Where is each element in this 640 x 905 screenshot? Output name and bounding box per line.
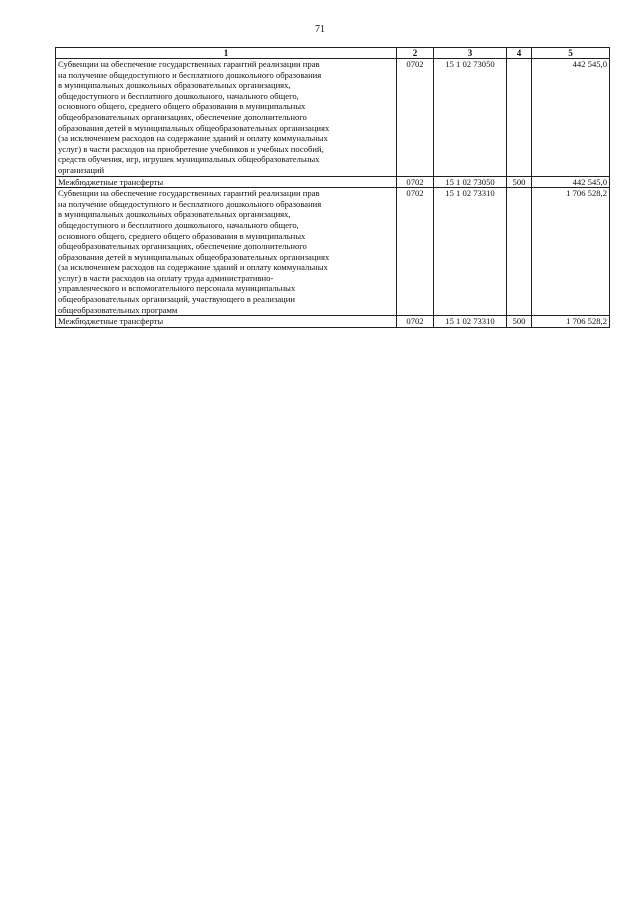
table-header-row — [56, 48, 610, 59]
table-row — [56, 188, 610, 316]
header-col-2: 2 — [397, 48, 434, 59]
row-amount: 442 545,0 — [532, 176, 610, 188]
header-col-5: 5 — [532, 48, 610, 59]
header-col-4: 4 — [507, 48, 532, 59]
row-section: 0702 — [397, 59, 434, 177]
header-col-1: 1 — [56, 48, 397, 59]
row-amount: 1 706 528,2 — [532, 316, 610, 328]
row-target-code: 15 1 02 73050 — [434, 176, 507, 188]
row-expense-type — [507, 188, 532, 316]
row-expense-type: 500 — [507, 316, 532, 328]
table-row — [56, 59, 610, 177]
row-section: 0702 — [397, 176, 434, 188]
budget-table — [55, 47, 610, 328]
row-target-code: 15 1 02 73050 — [434, 59, 507, 177]
row-section: 0702 — [397, 316, 434, 328]
row-description: Субвенции на обеспечение государственных гарантий реализации прав на получение общедоступного и бесплатного дошкольного образования в муниципальных дошкольных образовательных организациях, общедоступного и бесплатного дошкольного, начального общего, основного общего, среднего общего образования в муниципальных общеобразовательных организациях, обеспечение дополнительного образования детей в муниципальных общеобразовательных организациях (за исключением расходов на содержание зданий и оплату коммунальных услуг) в части расходов на приобретение учебников и учебных пособий, средств обучения, игр, игрушек муниципальных общеобразовательных организаций — [56, 59, 397, 177]
row-description: Субвенции на обеспечение государственных гарантий реализации прав на получение общедоступного и бесплатного дошкольного образования в муниципальных дошкольных образовательных организациях, общедоступного и бесплатного дошкольного, начального общего, основного общего, среднего общего образования в муниципальных общеобразовательных организациях, обеспечение дополнительного образования детей в муниципальных общеобразовательных организациях (за исключением расходов на содержание зданий и оплату коммунальных услуг) в части расходов на оплату труда административно- управленческого и вспомогательного персонала муниципальных общеобразовательных организаций, участвующего в реализации общеобразовательных программ — [56, 188, 397, 316]
row-amount: 442 545,0 — [532, 59, 610, 177]
header-col-3: 3 — [434, 48, 507, 59]
table-row — [56, 316, 610, 328]
row-target-code: 15 1 02 73310 — [434, 316, 507, 328]
row-amount: 1 706 528,2 — [532, 188, 610, 316]
row-description: Межбюджетные трансферты — [56, 176, 397, 188]
row-target-code: 15 1 02 73310 — [434, 188, 507, 316]
table-row — [56, 176, 610, 188]
page-number: 71 — [315, 24, 325, 35]
row-description: Межбюджетные трансферты — [56, 316, 397, 328]
row-section: 0702 — [397, 188, 434, 316]
row-expense-type — [507, 59, 532, 177]
row-expense-type: 500 — [507, 176, 532, 188]
